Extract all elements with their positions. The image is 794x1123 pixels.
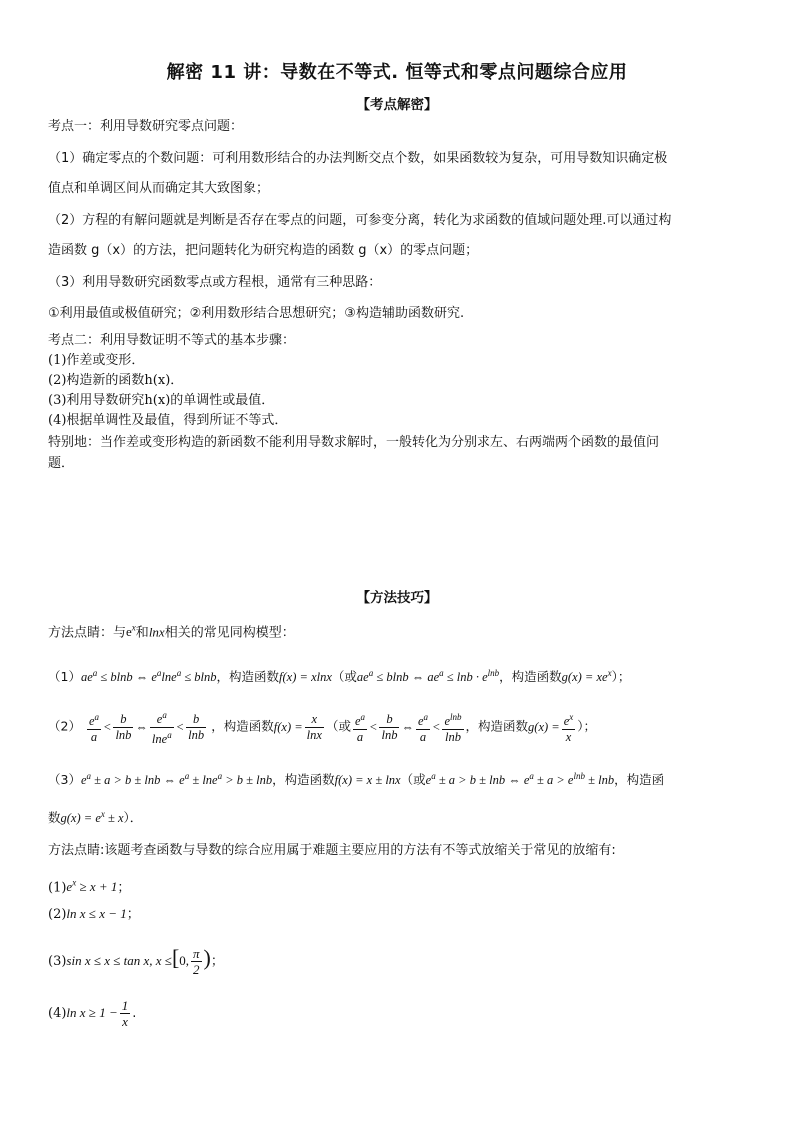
model-1: $(1)ae^a \le blnb$ ⇔ $e^a\ln e^a \le blnb$，构造函数f(x) = xlnx（或$ae^a \le blnb$ ⇔ $ae^a \le \ln b \cdot e^{lnb}$，构造函数$g(x) = xe^x$）； <box>48 668 631 685</box>
special-note-line-2: 题． <box>48 456 75 471</box>
paragraph-2-line-2: 造函数 g（x）的方法，把问题转化为研究构造的函数 g（x）的零点问题； <box>48 243 479 258</box>
model-3-continued: 数$g(x) = e^x \pm x$）． <box>48 809 143 826</box>
formula-1: $(1)e^x \ge x + 1$； <box>48 878 131 896</box>
formula-4: (4)ln x ≥ 1 − $\frac{1}{x}$ . <box>48 998 137 1029</box>
method-intro: 方法点睛：与$e^x$和lnx相关的常见同构模型： <box>48 623 295 641</box>
model-2-function: f(x) = $\frac{x}{\ln x}$ <box>273 712 322 743</box>
kaodian-one-heading: 考点一：利用导数研究零点问题： <box>48 119 244 134</box>
section-heading-kaodian: 【考点解密】 <box>356 97 438 113</box>
section-heading-fangfa: 【方法技巧】 <box>356 590 438 606</box>
exp-symbol: $e^x$ <box>126 623 136 640</box>
page-title: 解密 11 讲：导数在不等式. 恒等式和零点问题综合应用 <box>166 62 628 83</box>
model-2-alt-function: g(x) = $\frac{e^x}{x}$ <box>528 712 574 745</box>
step-2: (2)构造新的函数h(x)． <box>48 373 184 388</box>
model-1-alt-function: $g(x) = xe^x$ <box>561 668 612 685</box>
model-2: （2） $\frac{e^a}{a}$ < $\frac{b}{\ln b}$ ⇔ $\frac{e^a}{\ln e^a}$ < $\frac{b}{\ln b}$ ，构造函数f(x) = $\frac{x}{\ln x}$ （或 $\frac{e^a}{a}$ < $\frac{b}{\ln b}$ ⇔ $\frac{e^a}{a}$ < $\frac{e^{lnb}}{\ln b}$ ，构造函数g(x) = $\frac{e^x}{x}$ ）； <box>48 710 597 747</box>
formula-3: (3)sin x ≤ x ≤ tan x, x ≤[0, $\frac{\pi}{2}$ )； <box>48 945 224 977</box>
model-3: $(3)e^a \pm a > b \pm \ln b$ ⇔ $e^a \pm \ln e^a > b \pm \ln b$，构造函数f(x) = x ± lnx（或$e^a \pm a > b \pm \ln b$ ⇔ $e^a \pm a > e^{lnb} \pm \ln b$，构造函 <box>48 771 665 788</box>
kaodian-two-heading: 考点二：利用导数证明不等式的基本步骤： <box>48 333 296 348</box>
paragraph-2-line-1: （2）方程的有解问题就是判断是否存在零点的问题，可参变分离，转化为求函数的值域问题处理.可以通过构 <box>48 213 672 228</box>
special-note-line-1: 特别地：当作差或变形构造的新函数不能利用导数求解时，一般转化为分别求左、右两端两个函数的最值问 <box>48 435 660 450</box>
scaling-note: 方法点睛:该题考查函数与导数的综合应用属于难题主要应用的方法有不等式放缩关于常见的放缩有: <box>48 843 616 858</box>
model-1-function: f(x) = xlnx <box>279 670 332 685</box>
model-3-alt-function: $g(x) = e^x \pm x$ <box>60 809 124 826</box>
paragraph-1-line-2: 值点和单调区间从而确定其大致图象； <box>48 181 270 196</box>
step-4: (4)根据单调性及最值，得到所证不等式． <box>48 413 288 428</box>
model-3-function: f(x) = x ± lnx <box>334 773 401 788</box>
step-3: (3)利用导数研究h(x)的单调性或最值． <box>48 393 275 408</box>
paragraph-3: （3）利用导数研究函数零点或方程根，通常有三种思路： <box>48 275 382 290</box>
formula-2: (2)ln x ≤ x − 1； <box>48 906 140 922</box>
paragraph-1-line-1: （1）确定零点的个数问题：可利用数形结合的办法判断交点个数，如果函数较为复杂，可用导数知识确定极 <box>48 151 668 166</box>
paragraph-4: ①利用最值或极值研究；②利用数形结合思想研究；③构造辅助函数研究. <box>48 306 465 321</box>
step-1: (1)作差或变形． <box>48 353 145 368</box>
